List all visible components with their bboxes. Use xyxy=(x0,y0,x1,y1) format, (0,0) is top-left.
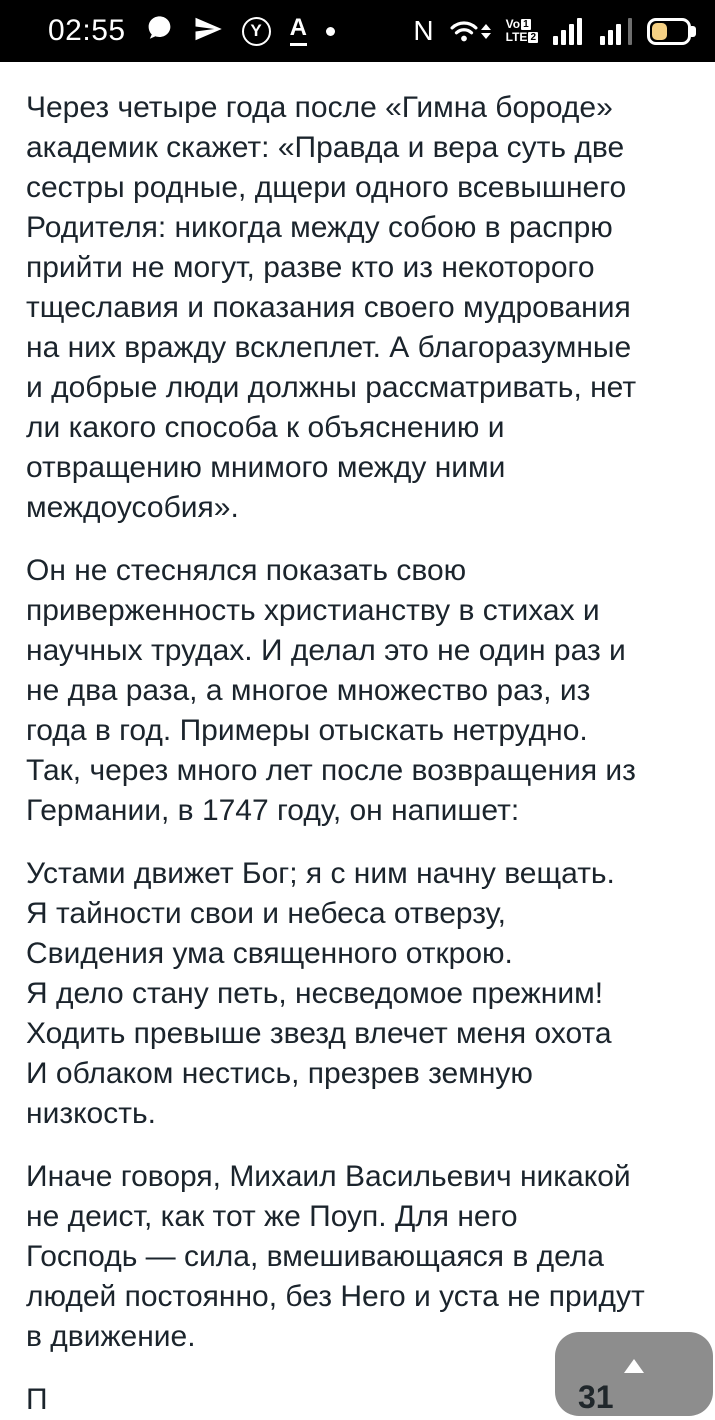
nfc-icon: N xyxy=(413,15,434,46)
text-line: И облаком нестись, презрев земную xyxy=(26,1057,533,1090)
chat-bubble-icon xyxy=(145,14,174,48)
text-line: Так, через много лет после возвращения из xyxy=(26,754,636,787)
yandex-app-icon xyxy=(242,17,271,46)
text-line: междоусобия». xyxy=(26,491,239,524)
text-line: приверженность христианству в стихах и xyxy=(26,594,600,627)
text-line: Свидения ума священного открою. xyxy=(26,937,513,970)
volte-bottom-label: LTE xyxy=(505,30,528,44)
signal-sim2-icon xyxy=(600,18,632,45)
status-bar-right xyxy=(398,15,691,47)
text-line: ли какого способа к объяснению и xyxy=(26,411,505,444)
next-paragraph-partial: П xyxy=(26,1383,48,1416)
up-triangle-icon xyxy=(624,1359,644,1373)
text-line: тщеславия и показания своего мудрования xyxy=(26,291,631,324)
paragraph xyxy=(26,854,693,1134)
text-line: академик скажет: «Правда и вера суть две xyxy=(26,131,625,164)
text-line: Германии, в 1747 году, он напишет: xyxy=(26,794,520,827)
telegram-icon xyxy=(193,14,223,49)
text-line: Через четыре года после «Гимна бороде» xyxy=(26,91,613,124)
text-line: Я тайности свои и небеса отверзу, xyxy=(26,897,507,930)
text-line: людей постоянно, без Него и уста не придут xyxy=(26,1280,645,1313)
text-line: и добрые люди должны рассматривать, нет xyxy=(26,371,637,404)
paragraph xyxy=(26,551,693,831)
wifi-activity-arrows xyxy=(481,24,491,39)
paragraph xyxy=(26,88,693,528)
text-line: не два раза, а многое множество раз, из xyxy=(26,674,591,707)
signal-sim1-icon xyxy=(553,18,585,45)
battery-fill xyxy=(652,23,667,40)
clock: 02:55 xyxy=(48,14,126,47)
text-line: не деист, как тот же Поуп. Для него xyxy=(26,1200,518,1233)
text-line: Родителя: никогда между собою в распрю xyxy=(26,211,613,244)
text-line: на них вражду всклеплет. А благоразумные xyxy=(26,331,632,364)
text-line: Иначе говоря, Михаил Васильевич никакой xyxy=(26,1160,631,1193)
volte-sim2-badge: 2 xyxy=(530,32,536,43)
yandex-letter: Y xyxy=(250,21,262,40)
text-line: отвращению мнимого между ними xyxy=(26,451,506,484)
volte-top-label: Vo xyxy=(505,17,521,31)
volte-icon xyxy=(506,18,538,44)
text-line: Ходить превыше звезд влечет меня охота xyxy=(26,1017,612,1050)
text-line: Устами движет Бог; я с ним начну вещать. xyxy=(26,857,615,890)
text-line: сестры родные, дщери одного всевышнего xyxy=(26,171,627,204)
battery-icon xyxy=(647,18,691,45)
font-a-icon: A xyxy=(290,16,307,46)
text-line: научных трудах. И делал это не один раз и xyxy=(26,634,626,667)
text-line: прийти не могут, разве кто из некоторого xyxy=(26,251,595,284)
text-line: Он не стеснялся показать свою xyxy=(26,554,467,587)
text-line: в движение. xyxy=(26,1320,196,1353)
text-line: Я дело стану петь, несведомое прежним! xyxy=(26,977,604,1010)
article-text xyxy=(0,62,715,1357)
text-line: года в год. Примеры отыскать нетрудно. xyxy=(26,714,588,747)
status-bar xyxy=(0,0,715,62)
paragraph xyxy=(26,1157,693,1357)
notification-dot-icon xyxy=(326,27,335,36)
volte-sim1-badge: 1 xyxy=(523,19,529,30)
text-line: низкость. xyxy=(26,1097,156,1130)
obscured-text-fragment: 31 xyxy=(578,1379,614,1415)
status-bar-left xyxy=(48,14,354,49)
text-line: Господь — сила, вмешивающаяся в дела xyxy=(26,1240,604,1273)
wifi-icon xyxy=(449,18,491,44)
